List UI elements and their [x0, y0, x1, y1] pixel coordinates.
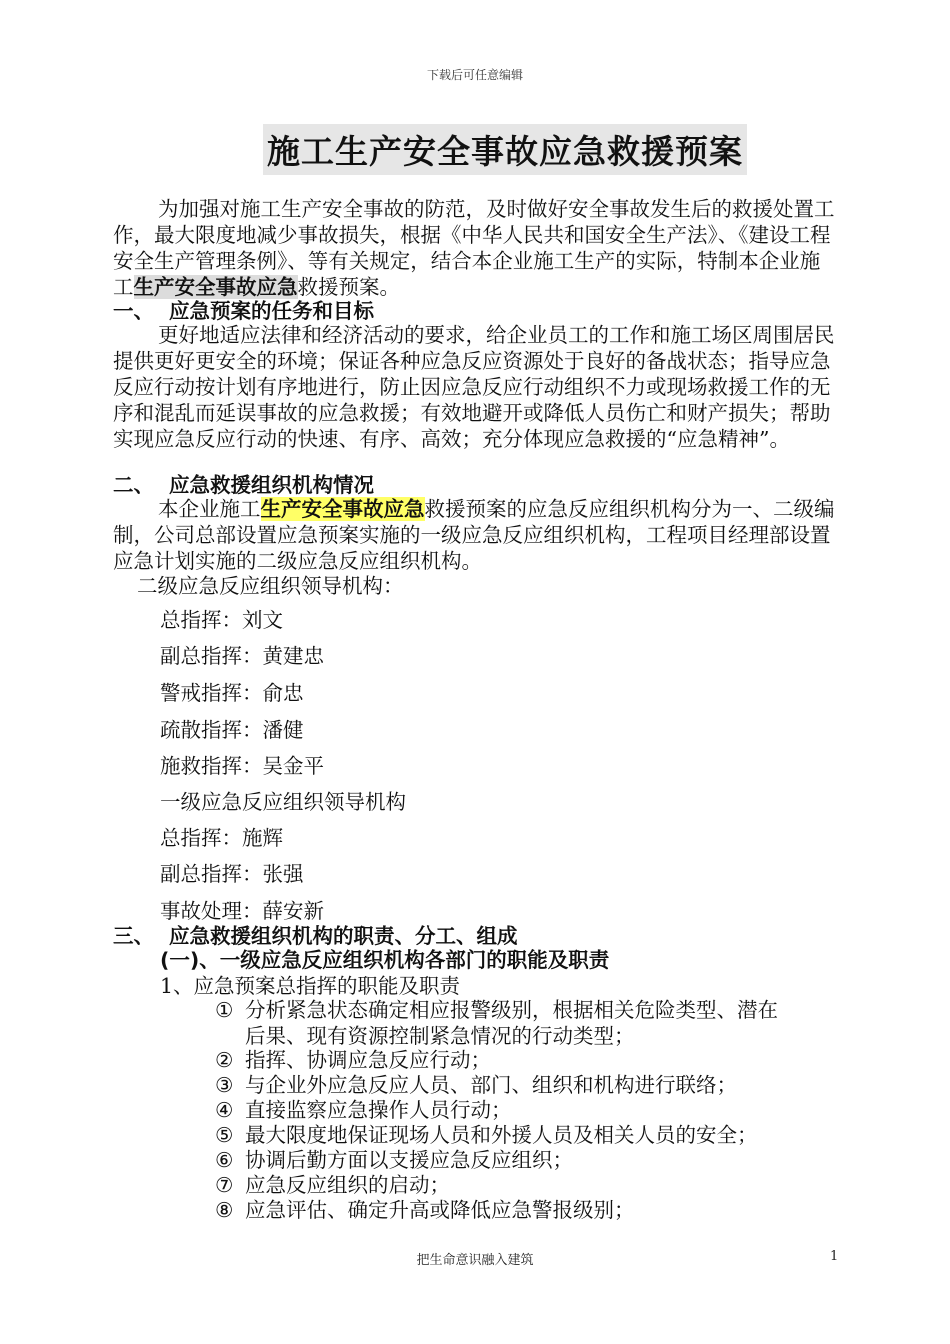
list-marker: ②	[215, 1048, 234, 1072]
level2-member: 警戒指挥：俞忠	[160, 681, 304, 705]
section-2-body	[113, 496, 837, 574]
list-item	[215, 1172, 840, 1198]
level2-member: 疏散指挥：潘健	[160, 718, 304, 742]
section-3-number: 三、	[113, 924, 154, 948]
list-item-text: 分析紧急状态确定相应报警级别，根据相关危险类型、潜在	[245, 998, 778, 1022]
list-marker: ①	[215, 998, 234, 1022]
section-1-heading	[113, 298, 374, 324]
section-1-title: 应急预案的任务和目标	[169, 299, 374, 323]
level2-member: 副总指挥：黄建忠	[160, 644, 324, 668]
list-item-text: 直接监察应急操作人员行动；	[245, 1098, 512, 1122]
section-3-title: 应急救援组织机构的职责、分工、组成	[169, 924, 518, 948]
section-2-number: 二、	[113, 473, 154, 497]
level2-title: 二级应急反应组织领导机构：	[137, 574, 404, 598]
section-2-highlight: 生产安全事故应急	[260, 497, 425, 521]
list-marker: ③	[215, 1073, 234, 1097]
list-item	[215, 1047, 840, 1073]
section-2-text-end: 救援预案的应急反应组织机构分为一、二级编制，公司总部设置应急预案实施的一级应急反应组织机构，工程项目经理部设置应急计划实施的二级应急反应组织机构。	[113, 497, 835, 573]
document-title: 施工生产安全事故应急救援预案	[263, 124, 747, 175]
intro-highlight: 生产安全事故应急	[133, 275, 298, 299]
section-3-heading	[113, 923, 518, 949]
intro-text-end: 救援预案。	[297, 275, 400, 299]
list-item	[215, 1097, 840, 1123]
list-item	[215, 1147, 840, 1173]
level1-member: 总指挥：施辉	[160, 826, 283, 850]
section-2-heading	[113, 472, 374, 498]
list-marker: ⑧	[215, 1198, 234, 1222]
list-item	[215, 1197, 840, 1223]
level2-member: 施救指挥：吴金平	[160, 754, 324, 778]
list-item	[215, 1072, 840, 1098]
list-item-text: 应急反应组织的启动；	[245, 1173, 450, 1197]
section-1-number: 一、	[113, 299, 154, 323]
list-item-text: 最大限度地保证现场人员和外援人员及相关人员的安全；	[245, 1123, 758, 1147]
list-item	[215, 1122, 840, 1148]
page-number: 1	[830, 1249, 839, 1264]
level1-member: 事故处理：薛安新	[160, 899, 324, 923]
list-marker: ④	[215, 1098, 234, 1122]
list-item-text: 指挥、协调应急反应行动；	[245, 1048, 491, 1072]
list-marker: ⑤	[215, 1123, 234, 1147]
section-1-body: 更好地适应法律和经济活动的要求，给企业员工的工作和施工场区周围居民提供更好更安全的环境；保证各种应急反应资源处于良好的备战状态；指导应急反应行动按计划有序地进行，防止因应急反应行动组织不力或现场救援工作的无序和混乱而延误事故的应急救援；有效地避开或降低人员伤亡和财产损失；帮助实现应急反应行动的快速、有序、高效；充分体现应急救援的“应急精神”。	[113, 323, 835, 451]
intro-text: 为加强对施工生产安全事故的防范，及时做好安全事故发生后的救援处置工作，最大限度地减少事故损失，根据《中华人民共和国安全生产法》、《建设工程安全生产管理条例》、等有关规定，结合本企业施工生产的实际，特制本企业施工	[113, 197, 835, 299]
level1-member: 副总指挥：张强	[160, 862, 304, 886]
intro-paragraph	[113, 196, 837, 300]
list-item-continuation: 后果、现有资源控制紧急情况的行动类型；	[245, 1024, 635, 1048]
list-marker: ⑦	[215, 1173, 234, 1197]
level1-title: 一级应急反应组织领导机构	[160, 790, 406, 814]
section-2-title: 应急救援组织机构情况	[169, 473, 374, 497]
list-item-text: 协调后勤方面以支援应急反应组织；	[245, 1148, 573, 1172]
page-footer: 把生命意识融入建筑	[416, 1253, 534, 1268]
section-2-text: 本企业施工	[158, 497, 261, 521]
level2-member: 总指挥：刘文	[160, 608, 283, 632]
list-marker: ⑥	[215, 1148, 234, 1172]
list-item	[215, 997, 840, 1049]
list-item-text: 应急评估、确定升高或降低应急警报级别；	[245, 1198, 635, 1222]
section-3-item-title: 1、应急预案总指挥的职能及职责	[160, 974, 461, 998]
section-3-subheading: (一)、一级应急反应组织机构各部门的职能及职责	[160, 948, 610, 972]
page-header: 下载后可任意编辑	[426, 68, 523, 82]
list-item-text: 与企业外应急反应人员、部门、组织和机构进行联络；	[245, 1073, 737, 1097]
